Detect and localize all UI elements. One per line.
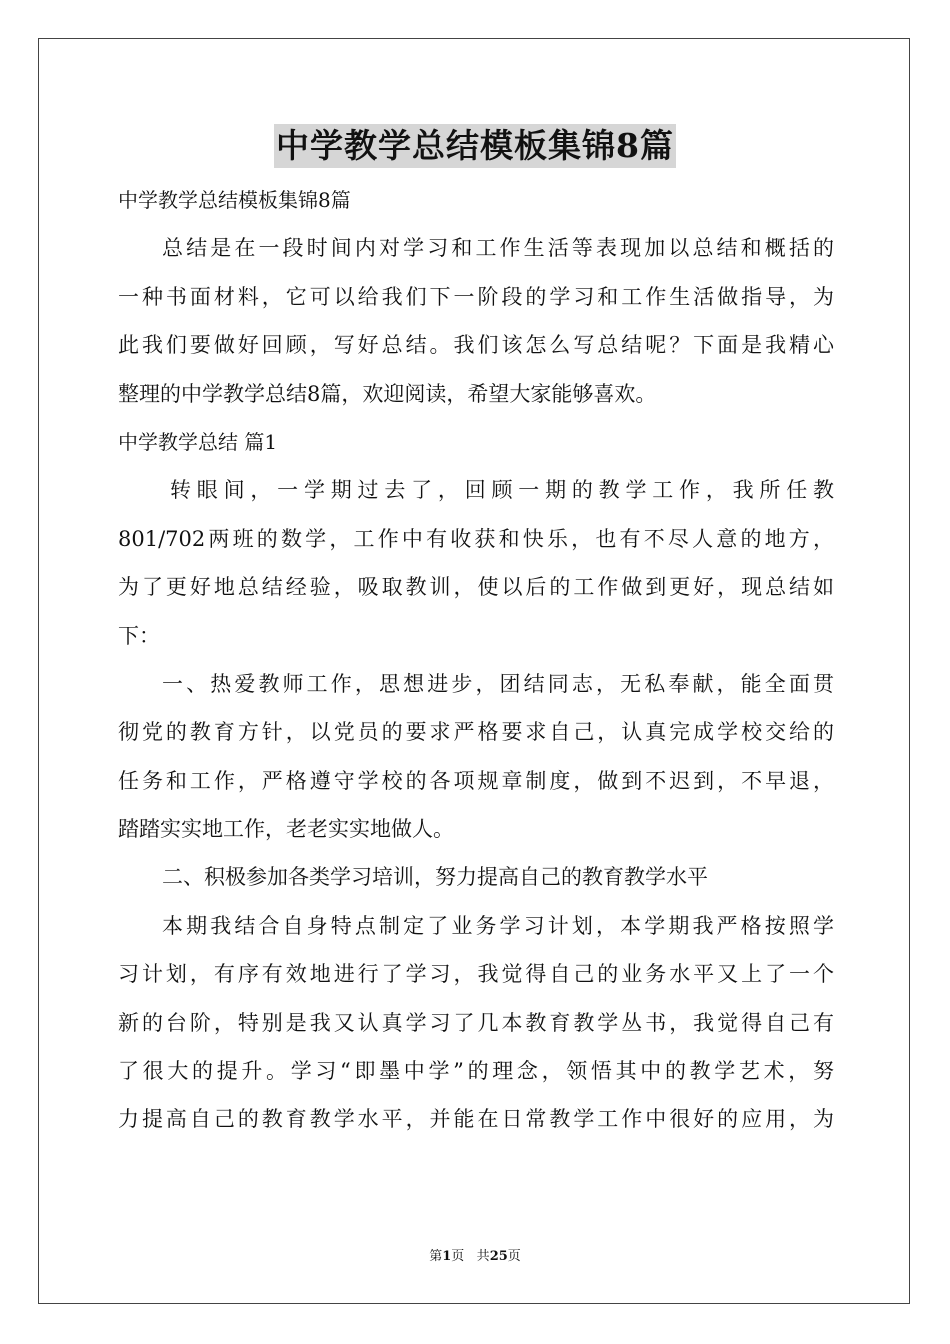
intro-line: 总结是在一段时间内对学习和工作生活等表现加以总结和概括的 <box>162 236 834 261</box>
body-line: 下： <box>118 623 160 648</box>
body-line: 转眼间，一学期过去了，回顾一期的教学工作，我所任教 <box>170 478 834 503</box>
body-line: 任务和工作，严格遵守学校的各项规章制度，做到不迟到，不早退， <box>118 768 834 793</box>
body-line: 一、热爱教师工作，思想进步，团结同志，无私奉献，能全面贯 <box>162 671 834 696</box>
footer-total-suffix: 页 <box>507 1249 521 1264</box>
document-title-wrapper <box>0 124 950 168</box>
body-line: 彻党的教育方针，以党员的要求严格要求自己，认真完成学校交给的 <box>118 720 834 745</box>
footer-total-pages: 25 <box>489 1249 508 1264</box>
body-line: 本期我结合自身特点制定了业务学习计划，本学期我严格按照学 <box>162 913 834 938</box>
footer-page-suffix: 页 <box>451 1249 465 1264</box>
body-line: 了很大的提升。学习“即墨中学”的理念，领悟其中的教学艺术，努 <box>118 1059 834 1084</box>
page-footer <box>0 1245 950 1264</box>
document-subtitle: 中学教学总结模板集锦8篇 <box>118 188 351 212</box>
body-line: 力提高自己的教育教学水平，并能在日常教学工作中很好的应用，为 <box>118 1107 834 1132</box>
body-line: 为了更好地总结经验，吸取教训，使以后的工作做到更好，现总结如 <box>118 575 834 600</box>
body-line: 习计划，有序有效地进行了学习，我觉得自己的业务水平又上了一个 <box>118 962 834 987</box>
footer-total-prefix: 共 <box>476 1249 490 1264</box>
section-heading: 中学教学总结 篇1 <box>118 429 278 454</box>
body-line: 踏踏实实地工作，老老实实地做人。 <box>118 817 454 842</box>
footer-page-prefix: 第 <box>429 1249 443 1264</box>
intro-line: 整理的中学教学总结8篇，欢迎阅读，希望大家能够喜欢。 <box>118 381 657 406</box>
document-title: 中学教学总结模板集锦8篇 <box>274 124 676 168</box>
body-line: 新的台阶，特别是我又认真学习了几本教育教学丛书，我觉得自己有 <box>118 1010 834 1035</box>
footer-page-number: 1 <box>442 1249 452 1264</box>
intro-line: 此我们要做好回顾，写好总结。我们该怎么写总结呢？下面是我精心 <box>118 333 834 358</box>
intro-line: 一种书面材料，它可以给我们下一阶段的学习和工作生活做指导，为 <box>118 284 834 309</box>
document-body <box>118 176 834 1144</box>
body-line: 801/702两班的数学，工作中有收获和快乐，也有不尽人意的地方， <box>118 526 834 551</box>
body-line: 二、积极参加各类学习培训，努力提高自己的教育教学水平 <box>162 865 708 890</box>
